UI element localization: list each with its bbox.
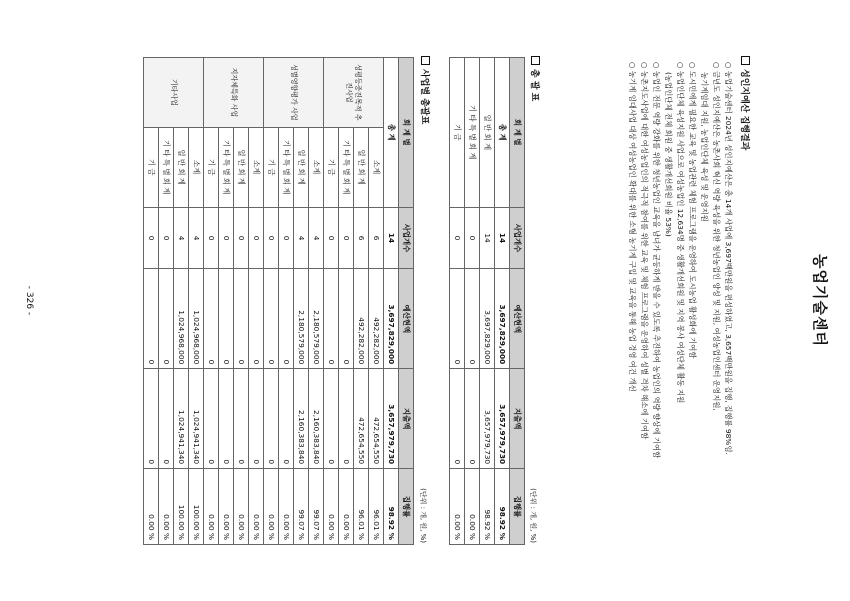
cell-execution-rate: 98.92 % (495, 469, 510, 545)
cell-execution-rate: 0.00 % (279, 469, 294, 545)
bullet-item: ○ 농업인단체 육성지원 사업으로 여성농업인 12,634명 중 생활개선회원 및 지역 봉사 여성단체 활동 지원 (675, 62, 685, 557)
cell-account-type: 기 금 (204, 127, 219, 207)
cell-account-type: 총 계 (495, 58, 510, 208)
column-header: 집행률 (399, 469, 414, 545)
column-header: 지출액 (399, 369, 414, 469)
section-heading-text: 사업별 총괄표 (419, 69, 429, 125)
bullet-item: 농기계임대 지원, 농업인단체 육성 및 운영지원 (700, 72, 710, 222)
cell-account-type: 일 반 회 계 (480, 58, 495, 208)
cell-expenditure: 2,160,383,840 (294, 369, 309, 469)
cell-expenditure: 472,654,550 (369, 369, 384, 469)
cell-project-count: 0 (279, 207, 294, 269)
cell-expenditure: 0 (219, 369, 234, 469)
cell-budget: 0 (264, 269, 279, 369)
cell-project-category: 성별영향평가 사업 (264, 58, 324, 128)
cell-budget: 2,180,579,000 (309, 269, 324, 369)
cell-execution-rate: 0.00 % (204, 469, 219, 545)
cell-expenditure: 472,654,550 (354, 369, 369, 469)
table-row (480, 58, 495, 545)
cell-account-type: 소계 (189, 127, 204, 207)
cell-project-category: 지자체특화 사업 (204, 58, 264, 128)
cell-account-type: 일 반 회 계 (234, 127, 249, 207)
cell-expenditure: 3,657,979,730 (495, 369, 510, 469)
cell-expenditure: 0 (249, 369, 264, 469)
cell-budget: 0 (249, 269, 264, 369)
cell-account-type: 기 타 특 별 회 계 (279, 127, 294, 207)
section-heading-summary-table (528, 56, 540, 101)
cell-expenditure: 0 (204, 369, 219, 469)
project-summary-table (143, 57, 414, 545)
table-row (264, 58, 279, 545)
cell-account-type: 기 금 (450, 58, 465, 208)
cell-account-type: 일 반 회 계 (354, 127, 369, 207)
cell-account-type: 기 타 특 별 회 계 (465, 58, 480, 208)
cell-project-count: 0 (159, 207, 174, 269)
cell-project-count: 0 (339, 207, 354, 269)
cell-execution-rate: 0.00 % (264, 469, 279, 545)
cell-execution-rate: 0.00 % (324, 469, 339, 545)
cell-execution-rate: 0.00 % (465, 469, 480, 545)
table-row (174, 58, 189, 545)
cell-execution-rate: 0.00 % (339, 469, 354, 545)
cell-execution-rate: 100.00 % (174, 469, 189, 545)
column-header: 회 계 별 (399, 58, 414, 208)
table-header-row (399, 58, 414, 545)
cell-execution-rate: 0.00 % (159, 469, 174, 545)
column-header: 회 계 별 (510, 58, 525, 208)
cell-expenditure: 1,024,941,340 (174, 369, 189, 469)
column-header: 지출액 (510, 369, 525, 469)
cell-budget: 3,697,829,000 (384, 269, 399, 369)
table-row (309, 58, 324, 545)
cell-budget: 0 (450, 269, 465, 369)
cell-project-count: 0 (450, 207, 465, 269)
cell-execution-rate: 96.01 % (354, 469, 369, 545)
cell-execution-rate: 96.01 % (369, 469, 384, 545)
column-header: 예산현액 (510, 269, 525, 369)
cell-budget: 0 (144, 269, 159, 369)
cell-account-type: 기 금 (324, 127, 339, 207)
table-total-row (495, 58, 510, 545)
cell-account-type: 일 반 회 계 (294, 127, 309, 207)
cell-project-count: 14 (480, 207, 495, 269)
cell-expenditure: 0 (234, 369, 249, 469)
cell-expenditure: 0 (324, 369, 339, 469)
cell-execution-rate: 98.92 % (480, 469, 495, 545)
cell-project-count: 4 (174, 207, 189, 269)
cell-account-type: 소계 (369, 127, 384, 207)
cell-expenditure: 0 (465, 369, 480, 469)
bullet-item: ○ 농촌지도사업에 대한 여성농업인의 적극적 참여를 위한 교육 및 체험 프로그램을 운영하여 성별 격차 해소에 기여함 (639, 62, 649, 557)
table-row (204, 58, 219, 545)
cell-account-type: 기 금 (144, 127, 159, 207)
cell-expenditure: 0 (339, 369, 354, 469)
cell-project-count: 0 (144, 207, 159, 269)
column-header: 예산현액 (399, 269, 414, 369)
cell-budget: 0 (204, 269, 219, 369)
table-row (324, 58, 339, 545)
table-row (234, 58, 249, 545)
cell-project-count: 0 (324, 207, 339, 269)
cell-expenditure: 0 (159, 369, 174, 469)
column-header: 사업개수 (510, 207, 525, 269)
table-row (279, 58, 294, 545)
cell-account-type: 소계 (309, 127, 324, 207)
cell-project-count: 0 (465, 207, 480, 269)
page-number: - 326 - (24, 285, 34, 316)
table-row (294, 58, 309, 545)
cell-project-count: 0 (249, 207, 264, 269)
cell-project-count: 4 (294, 207, 309, 269)
table-row (189, 58, 204, 545)
cell-account-type: 소계 (249, 127, 264, 207)
section-heading-project-table (418, 56, 430, 124)
cell-execution-rate: 100.00 % (189, 469, 204, 545)
cell-project-count: 0 (234, 207, 249, 269)
cell-execution-rate: 98.92 % (384, 469, 399, 545)
checkbox-square-icon (531, 56, 540, 65)
section-heading-text: 총 괄 표 (529, 69, 539, 102)
cell-project-count: 4 (309, 207, 324, 269)
cell-expenditure: 3,657,979,730 (480, 369, 495, 469)
cell-budget: 492,282,000 (369, 269, 384, 369)
cell-execution-rate: 0.00 % (144, 469, 159, 545)
cell-expenditure: 0 (450, 369, 465, 469)
cell-project-count: 0 (204, 207, 219, 269)
cell-project-category: 기타사업 (144, 58, 204, 128)
cell-project-count: 6 (354, 207, 369, 269)
cell-budget: 3,697,829,000 (480, 269, 495, 369)
checkbox-square-icon (421, 56, 430, 65)
table-row (369, 58, 384, 545)
summary-bullets (625, 62, 733, 557)
cell-budget: 0 (279, 269, 294, 369)
column-header: 사업개수 (399, 207, 414, 269)
cell-expenditure: 3,657,979,730 (384, 369, 399, 469)
cell-execution-rate: 0.00 % (450, 469, 465, 545)
table-row (144, 58, 159, 545)
checkbox-square-icon (741, 56, 750, 65)
cell-project-count: 4 (189, 207, 204, 269)
bullet-item: ○ 도시민에게 필요한 교육 및 농업관련 체험 프로그램을 운영하여 도시농업 활성화에 기여함 (687, 62, 697, 557)
cell-execution-rate: 0.00 % (234, 469, 249, 545)
cell-account-type: 일 반 회 계 (174, 127, 189, 207)
cell-expenditure: 0 (264, 369, 279, 469)
cell-account-type: 기 타 특 별 회 계 (339, 127, 354, 207)
cell-execution-rate: 99.07 % (309, 469, 324, 545)
table-row (465, 58, 480, 545)
cell-budget: 0 (324, 269, 339, 369)
cell-execution-rate: 0.00 % (219, 469, 234, 545)
section-heading-text: 성인지예산 집행결과 (739, 69, 749, 151)
cell-budget: 3,697,829,000 (495, 269, 510, 369)
cell-project-count: 14 (384, 207, 399, 269)
unit-label: (단위 : 개, 원, %) (529, 488, 537, 543)
table-row (450, 58, 465, 545)
unit-label: (단위 : 개, 원, %) (419, 488, 427, 543)
cell-budget: 0 (234, 269, 249, 369)
summary-table (449, 57, 525, 545)
page-title: 농업기술센터 (811, 254, 829, 347)
cell-expenditure: 1,024,941,340 (189, 369, 204, 469)
table-row (249, 58, 264, 545)
cell-project-count: 6 (369, 207, 384, 269)
cell-account-type: 기 타 특 별 회 계 (159, 127, 174, 207)
cell-budget: 0 (339, 269, 354, 369)
table-row (219, 58, 234, 545)
table-header-row (510, 58, 525, 545)
table-total-row (384, 58, 399, 545)
cell-account-type: 총 계 (384, 58, 399, 208)
cell-budget: 0 (159, 269, 174, 369)
cell-budget: 0 (465, 269, 480, 369)
cell-budget: 1,024,968,000 (174, 269, 189, 369)
cell-project-count: 14 (495, 207, 510, 269)
cell-expenditure: 2,160,383,840 (309, 369, 324, 469)
cell-expenditure: 0 (279, 369, 294, 469)
cell-account-type: 기 금 (264, 127, 279, 207)
cell-budget: 1,024,968,000 (189, 269, 204, 369)
table-row (339, 58, 354, 545)
table-row (354, 58, 369, 545)
section-heading-budget-results (738, 56, 750, 150)
cell-project-count: 0 (219, 207, 234, 269)
column-header: 집행률 (510, 469, 525, 545)
bullet-item: ○ 농업기술센터 2024년 성인지예산은 총 14개 사업에 3,697백만원을 편성하였고, 3,657백만원을 집행, 집행률 98%임. (723, 62, 733, 557)
bullet-item: ○ 금년도 성인지예산은 농촌사회 혁신 역량 육성을 위한 청년농업인 양성 및 지원, 여성농업인센터 운영지원, (711, 62, 721, 557)
bullet-item: ○ 농기계 임대사업 대상 여성농업인 확대를 위한 소형 농기계 구입 및 교육을 통해 농업 경영 여건 개선 (627, 62, 637, 557)
cell-expenditure: 0 (144, 369, 159, 469)
cell-budget: 2,180,579,000 (294, 269, 309, 369)
bullet-item: (농업인단체 전체 회원 중 생활개선회원 비율 53%) (664, 72, 674, 237)
cell-account-type: 기 타 특 별 회 계 (219, 127, 234, 207)
cell-execution-rate: 0.00 % (249, 469, 264, 545)
cell-project-category: 성평등증진목적 추진사업 (324, 58, 384, 128)
table-row (159, 58, 174, 545)
cell-budget: 0 (219, 269, 234, 369)
cell-project-count: 0 (264, 207, 279, 269)
bullet-item: ○ 농업인 전문 역량 강화를 위한 청년농업인 교육을 남녀가 균등하게 받을 수 있도록 추진하여 농업인의 역량 향상에 기여함 (651, 62, 661, 557)
cell-execution-rate: 99.07 % (294, 469, 309, 545)
cell-budget: 492,282,000 (354, 269, 369, 369)
